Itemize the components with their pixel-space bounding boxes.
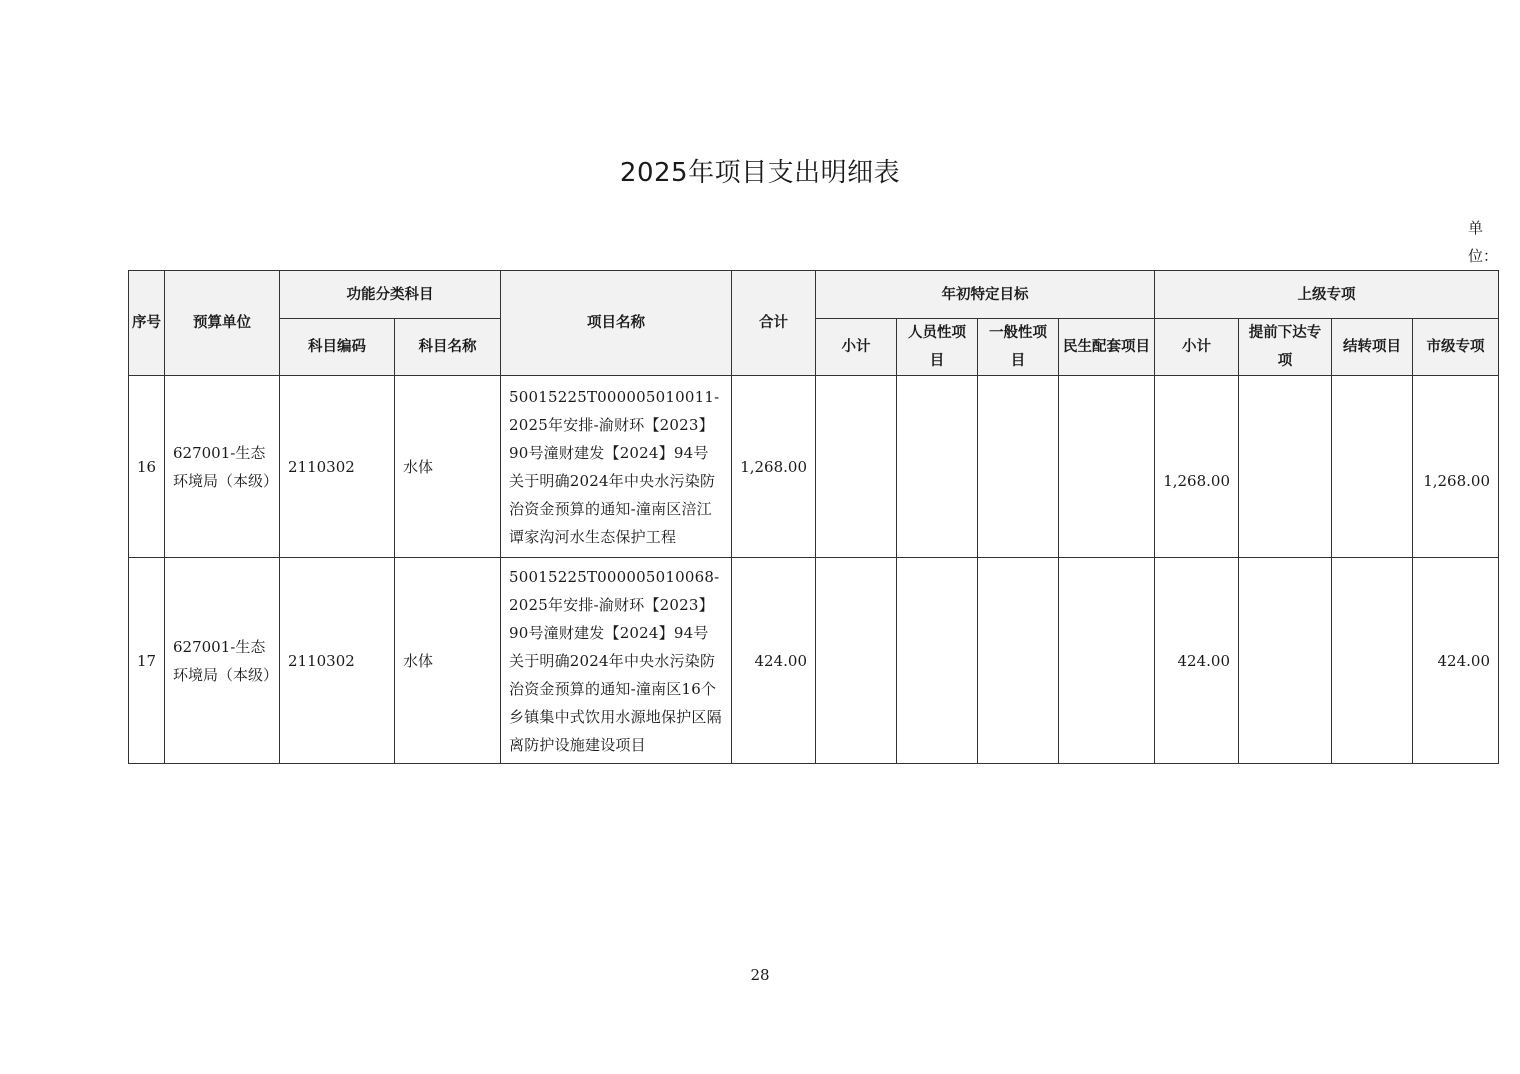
cell-municipal: 1,268.00 (1413, 376, 1499, 558)
cell-project-name: 50015225T000005010011-2025年安排-渝财环【2023】90号潼财建发【2024】94号关于明确2024年中央水污染防治资金预算的通知-潼南区涪江谭家沟河水生态保护工程 (501, 376, 732, 558)
header-superior: 上级专项 (1155, 271, 1499, 319)
cell-total: 424.00 (732, 558, 816, 764)
cell-carryover (1332, 376, 1413, 558)
cell-advance (1239, 376, 1332, 558)
cell-general (978, 376, 1059, 558)
cell-total: 1,268.00 (732, 376, 816, 558)
table-row (129, 376, 1499, 558)
header-project-name: 项目名称 (501, 271, 732, 376)
unit-label-line-1: 单位： (1468, 219, 1499, 265)
cell-personnel (897, 376, 978, 558)
cell-subject-name: 水体 (395, 376, 501, 558)
cell-early-subtotal (816, 376, 897, 558)
cell-early-subtotal (816, 558, 897, 764)
cell-seq: 17 (129, 558, 165, 764)
cell-general (978, 558, 1059, 764)
header-func-class: 功能分类科目 (280, 271, 501, 319)
cell-subject-code: 2110302 (280, 376, 395, 558)
header-livelihood: 民生配套项目 (1059, 319, 1155, 376)
header-carryover: 结转项目 (1332, 319, 1413, 376)
header-budget-unit: 预算单位 (165, 271, 280, 376)
table-row (129, 558, 1499, 764)
cell-subject-code: 2110302 (280, 558, 395, 764)
header-advance: 提前下达专项 (1239, 319, 1332, 376)
header-early-target: 年初特定目标 (816, 271, 1155, 319)
header-subject-name: 科目名称 (395, 319, 501, 376)
cell-subject-name: 水体 (395, 558, 501, 764)
cell-project-name: 50015225T000005010068-2025年安排-渝财环【2023】90号潼财建发【2024】94号关于明确2024年中央水污染防治资金预算的通知-潼南区16个乡镇集中式饮用水源地保护区隔离防护设施建设项目 (501, 558, 732, 764)
cell-budget-unit: 627001-生态环境局（本级） (165, 376, 280, 558)
header-personnel: 人员性项目 (897, 319, 978, 376)
cell-seq: 16 (129, 376, 165, 558)
table-header (129, 271, 1499, 376)
header-seq: 序号 (129, 271, 165, 376)
cell-advance (1239, 558, 1332, 764)
header-subject-code: 科目编码 (280, 319, 395, 376)
project-expenditure-table (128, 270, 1499, 764)
cell-municipal: 424.00 (1413, 558, 1499, 764)
page-number: 28 (750, 966, 770, 984)
header-total: 合计 (732, 271, 816, 376)
header-sup-subtotal: 小计 (1155, 319, 1239, 376)
header-early-subtotal: 小计 (816, 319, 897, 376)
cell-carryover (1332, 558, 1413, 764)
cell-personnel (897, 558, 978, 764)
cell-sup-subtotal: 424.00 (1155, 558, 1239, 764)
cell-budget-unit: 627001-生态环境局（本级） (165, 558, 280, 764)
cell-livelihood (1059, 558, 1155, 764)
cell-livelihood (1059, 376, 1155, 558)
header-general: 一般性项目 (978, 319, 1059, 376)
page-title: 2025年项目支出明细表 (619, 158, 901, 188)
header-municipal: 市级专项 (1413, 319, 1499, 376)
cell-sup-subtotal: 1,268.00 (1155, 376, 1239, 558)
